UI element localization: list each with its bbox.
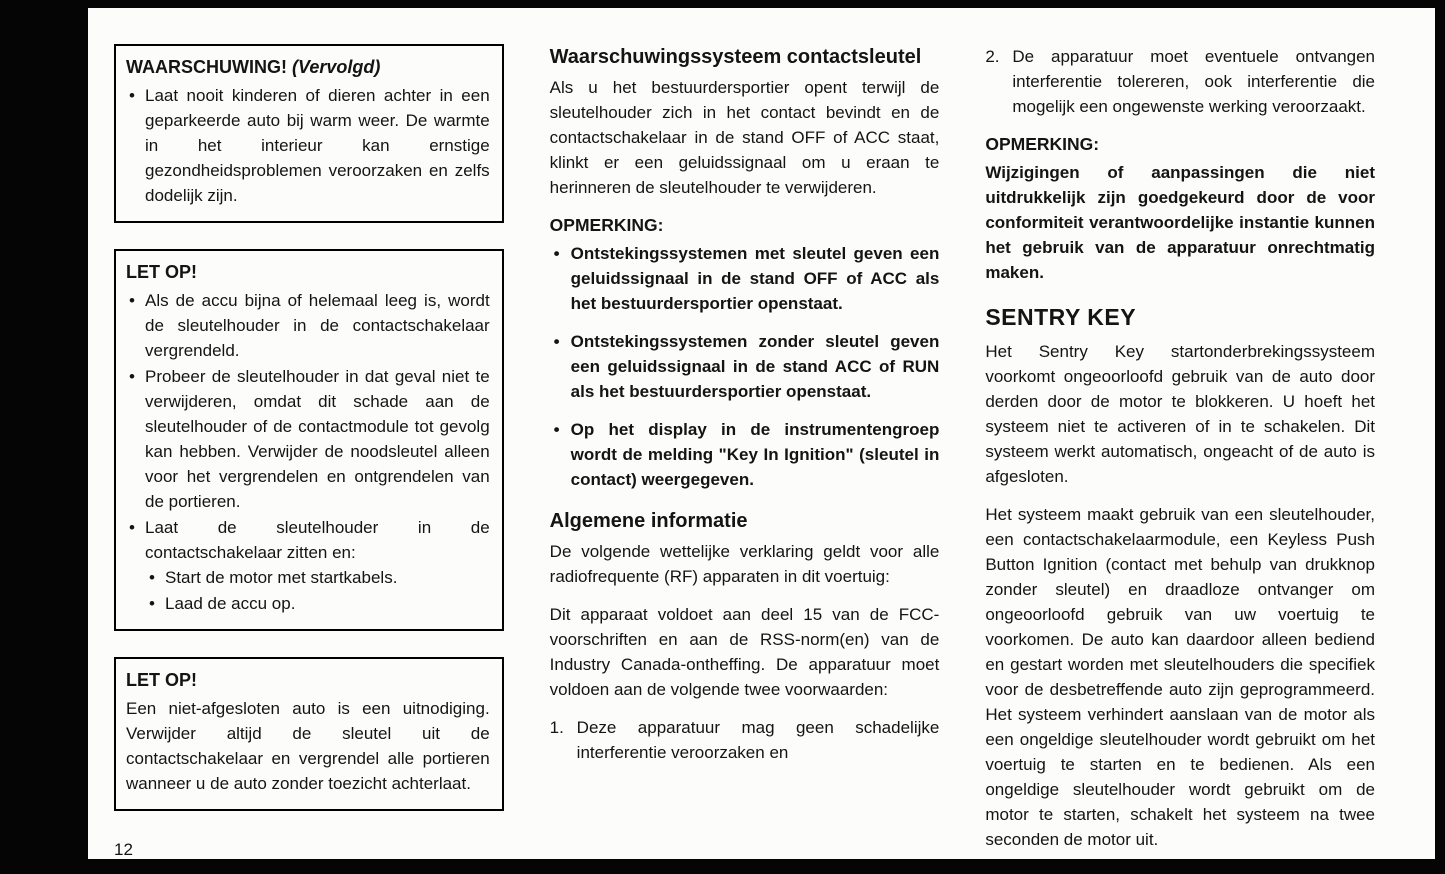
caution-box-2 [114,657,504,811]
caution-box-1-title: LET OP! [126,262,197,282]
warning-box-title [126,55,490,79]
numbered-item-1-number: 1. [549,718,564,737]
caution-box-1 [114,249,504,631]
caution-box-1-sub-bullet: • Laad de accu op. [146,591,490,616]
general-info-paragraph-2: Dit apparaat voldoet aan deel 15 van de FCC-voorschriften en aan de RSS-norm(en) van de Industry Canada-ontheffing. De apparatuur moet voldoen aan de volgende twee voorwaarden: [549,605,940,699]
general-info-paragraph-1: De volgende wettelijke verklaring geldt voor alle radiofrequente (RF) apparaten in dit voertuig: [549,542,940,586]
caution-box-2-title: LET OP! [126,670,197,690]
manual-page [88,8,1435,859]
caution-box-2-body: Een niet-afgesloten auto is een uitnodiging. Verwijder altijd de sleutel uit de contactschakelaar en vergrendel alle portieren wanneer u de auto zonder toezicht achterlaat. [126,699,490,793]
left-column [114,44,504,859]
numbered-item-2-text: De apparatuur moet eventuele ontvangen interferentie tolereren, ook interferentie die mogelijk een ongewenste werking veroorzaakt. [1012,47,1376,116]
caution-box-1-sub-bullet: • Start de motor met startkabels. [146,565,490,590]
warning-box-bullet: • Laat nooit kinderen of dieren achter in een geparkeerde auto bij warm weer. De warmte in het interieur kan ernstige gezondheidsproblemen veroorzaken en zelfs dodelijk zijn. [126,83,490,208]
note-bullet: • Ontstekingssystemen zonder sleutel geven een geluidssignaal in de stand ACC of RUN als het bestuurdersportier openstaat. [550,329,940,404]
key-warning-paragraph: Als u het bestuurdersportier opent terwijl de sleutelhouder zich in het contact bevindt en de contactschakelaar in de stand OFF of ACC staat, klinkt er een geluidssignaal om u eraan te herinneren de sleutelhouder te verwijderen. [549,78,940,197]
caution-box-1-bullet: • Laat de sleutelhouder in de contactschakelaar zitten en: [126,515,490,565]
page-number: 12 [114,840,133,859]
note-bullet: • Ontstekingssystemen met sleutel geven een geluidssignaal in de stand OFF of ACC als het bestuurdersportier openstaat. [550,241,940,316]
note-body: Wijzigingen of aanpassingen die niet uitdrukkelijk zijn goedgekeurd door de voor conformiteit verantwoordelijke instantie kunnen het gebruik van de apparatuur onrechtmatig maken. [985,163,1376,282]
caution-box-1-sub-bullets [146,565,490,616]
columns [114,44,1376,859]
warning-box-continued-label: (Vervolgd) [292,57,381,77]
caution-box-1-bullet: • Probeer de sleutelhouder in dat geval niet te verwijderen, omdat dit schade aan de sleutelhouder of de contactmodule tot gevolg kan hebben. Verwijder de noodsleutel alleen voor het vergrendelen en ontgrendelen van de portieren. [126,364,490,514]
warning-box-title-text: WAARSCHUWING! [126,57,287,77]
note-label: OPMERKING: [985,134,1100,154]
sentry-key-paragraph-1: Het Sentry Key startonderbrekingssysteem voorkomt ongeoorloofd gebruik van de auto door derden door de motor te blokkeren. U hoeft het systeem niet te activeren of in te schakelen. Dit systeem werkt automatisch, ongeacht of de auto is afgesloten. [985,342,1376,486]
numbered-item-2-number: 2. [985,47,1000,66]
numbered-item-1 [550,715,940,765]
section-heading-general-info: Algemene informatie [549,510,748,532]
section-heading-key-warning: Waarschuwingssysteem contactsleutel [549,46,922,68]
numbered-item-2 [985,44,1375,119]
warning-box [114,44,504,223]
sentry-key-paragraph-2: Het systeem maakt gebruik van een sleutelhouder, een contactschakelaarmodule, een Keyless Push Button Ignition (contact met behulp van drukknop zonder sleutel) en draadloze ontvanger om ongeoorloofd gebruik van uw voertuig te voorkomen. De auto kan daardoor alleen bediend en gestart worden met sleutelhouders die specifiek voor de desbetreffende auto zijn geprogrammeerd. Het systeem verhindert aanslaan van de motor als een ongeldige sleutelhouder wordt gebruikt om het voertuig te starten en te bedienen. Als een ongeldige sleutelhouder wordt gebruikt om de motor te starten, schakelt het systeem na twee seconden de motor uit. [985,505,1376,849]
caution-box-1-bullet: • Als de accu bijna of helemaal leeg is, wordt de sleutelhouder in de contactschakelaar vergrendeld. [126,288,490,363]
note-bullet: • Op het display in de instrumentengroep wordt de melding "Key In Ignition" (sleutel in contact) weergegeven. [550,417,940,492]
middle-column [550,44,940,845]
section-heading-sentry-key: SENTRY KEY [985,304,1137,330]
right-column [985,44,1376,849]
note-label: OPMERKING: [549,215,664,235]
numbered-item-1-text: Deze apparatuur mag geen schadelijke interferentie veroorzaken en [576,718,940,762]
